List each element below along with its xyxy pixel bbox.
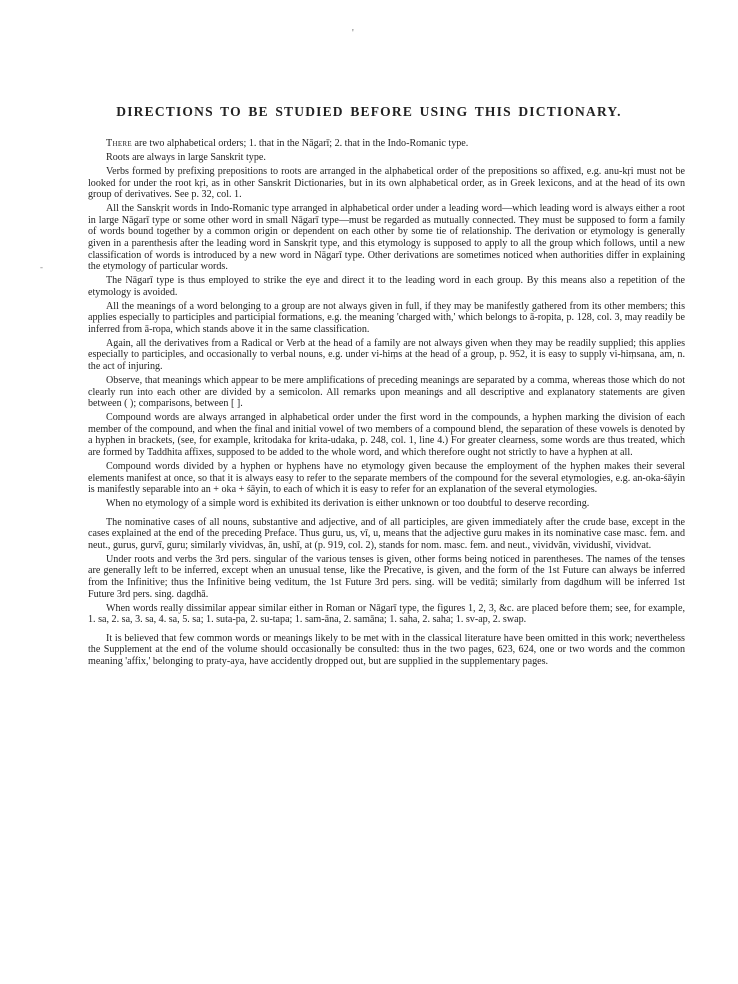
margin-mark: -: [40, 262, 43, 272]
paragraph-5: The Nāgarī type is thus employed to strike the eye and direct it to the leading word in each group. By this means also a repetition of the etymology is avoided.: [88, 275, 685, 298]
top-mark: ': [352, 28, 354, 39]
paragraph-text: are two alphabetical orders; 1. that in the Nāgarī; 2. that in the Indo-Romanic type.: [131, 138, 469, 149]
page-heading: DIRECTIONS TO BE STUDIED BEFORE USING THIS DICTIONARY.: [116, 104, 622, 120]
paragraph-14: When words really dissimilar appear similar either in Roman or Nāgarī type, the figures 1, 2, 3, &c. are placed before them; see, for example, 1. sa, 2. sa, 3. sa, 4. sa, 5. sa; 1. suta-pa, 2. su-tapa; 1. sam-āna, 2. samāna; 1. saha, 2. saha; 1. sv-ap, 2. swap.: [88, 602, 685, 626]
paragraph-4: All the Sanskṛit words in Indo-Romanic type arranged in alphabetical order under a leading word—which leading word is always either a root in large Nāgarī type or some other word in small Nāgarī type—must be regarded as mutually connected. They must be supposed to form a family of words bound together by a common origin or dependent on each other by some tie of relationship. The derivation or etymology is generally given in a parenthesis after the leading word in Sanskṛit type, and this etymology is supposed to apply to all the group which follows, until a new classification of words is introduced by a new word in Nāgarī type. Other derivations are sometimes noticed when authorities differ in explaining the etymology of particular words.: [88, 203, 685, 273]
paragraph-3: Verbs formed by prefixing prepositions to roots are arranged in the alphabetical order of the prepositions so affixed, e.g. anu-kṛi must not be looked for under the root kṛi, as in other Sanskrit Dictionaries, but in its own alphabetical order, as in Greek lexicons, and at the head of its own group of derivatives. See p. 32, col. 1.: [88, 165, 685, 201]
paragraph-2: Roots are always in large Sanskrit type.: [106, 151, 266, 163]
paragraph-12: The nominative cases of all nouns, substantive and adjective, and of all participles, are given immediately after the crude base, except in the cases explained at the end of the preceding Preface. Thus guru, us, vī, u, means that the adjective guru makes in its nominative case masc. fem. and neut., gurus, gurvī, guru; similarly vividvas, ān, ushī, at (p. 919, col. 2), stands for nom. masc. fem. and neut., vividvān, vividushī, vividvat.: [88, 516, 685, 551]
paragraph-15: It is believed that few common words or meanings likely to be met with in the classical literature have been omitted in this work; nevertheless the Supplement at the end of the volume should occasionally be consulted: thus in the two pages, 623, 624, one or two words and the common meaning 'affix,' belonging to praty-aya, have accidently dropped out, but are supplied in the supplementary pages.: [88, 632, 685, 668]
paragraph-9: Compound words are always arranged in alphabetical order under the first word in the compounds, a hyphen marking the division of each member of the compound, and when the final and initial vowel of two members of a compound blend, the separation of these vowels is denoted by a hyphen in brackets, (see, for example, kritodaka for krita-udaka, p. 248, col. 1, line 4.) For greater clearness, some words are thus treated, which are formed by Taddhita affixes, supposed to be added to the whole word, and which therefore ought not strictly to have a hyphen at all.: [88, 412, 685, 458]
paragraph-13: Under roots and verbs the 3rd pers. singular of the various tenses is given, other forms being noticed in parentheses. The names of the tenses are generally left to be inferred, except when an unusual tense, like the Precative, is given, and the form of the 1st Future can always be inferred from the Infinitive; thus the Infinitive being veditum, the 1st Future 3rd pers. sing. will be veditā; similarly from dagdhum will be inferred 1st Future 3rd pers. sing. dagdhā.: [88, 553, 685, 600]
paragraph-lead: There: [106, 138, 132, 149]
paragraph-10: Compound words divided by a hyphen or hyphens have no etymology given because the employment of the hyphen makes their several elements manifest at once, so that it is always easy to refer to the separate members of the compound for the several etymologies, e.g. an-oka-śāyin is manifestly separable into an + oka + śāyin, to each of which it is easy to refer for an explanation of the several etymologies.: [88, 460, 685, 496]
paragraph-6: All the meanings of a word belonging to a group are not always given in full, if they may be manifestly gathered from its other members; this applies especially to participles and participial formations, e.g. the meaning 'charged with,' which belongs to ā-ropita, p. 128, col. 3, may readily be inferred from ā-ropa, which stands above it in the same classification.: [88, 300, 685, 335]
paragraph-7: Again, all the derivatives from a Radical or Verb at the head of a family are not always given when they may be readily supplied; this applies especially to participles, and occasionally to verbal nouns, e.g. under vi-hiṃs at the head of a group, p. 952, it is easy to supply vi-hiṃsana, am, n. the act of injuring.: [88, 337, 685, 373]
body-text: [88, 138, 685, 670]
paragraph-8: Observe, that meanings which appear to be mere amplifications of preceding meanings are separated by a comma, whereas those which do not clearly run into each other are divided by a semicolon. All remarks upon meanings and all descriptive and explanatory statements are given between ( ); comparisons, between [ ].: [88, 375, 685, 410]
paragraph-11: When no etymology of a simple word is exhibited its derivation is either unknown or too doubtful to deserve recording.: [106, 498, 590, 510]
paragraph-1: [88, 138, 685, 150]
